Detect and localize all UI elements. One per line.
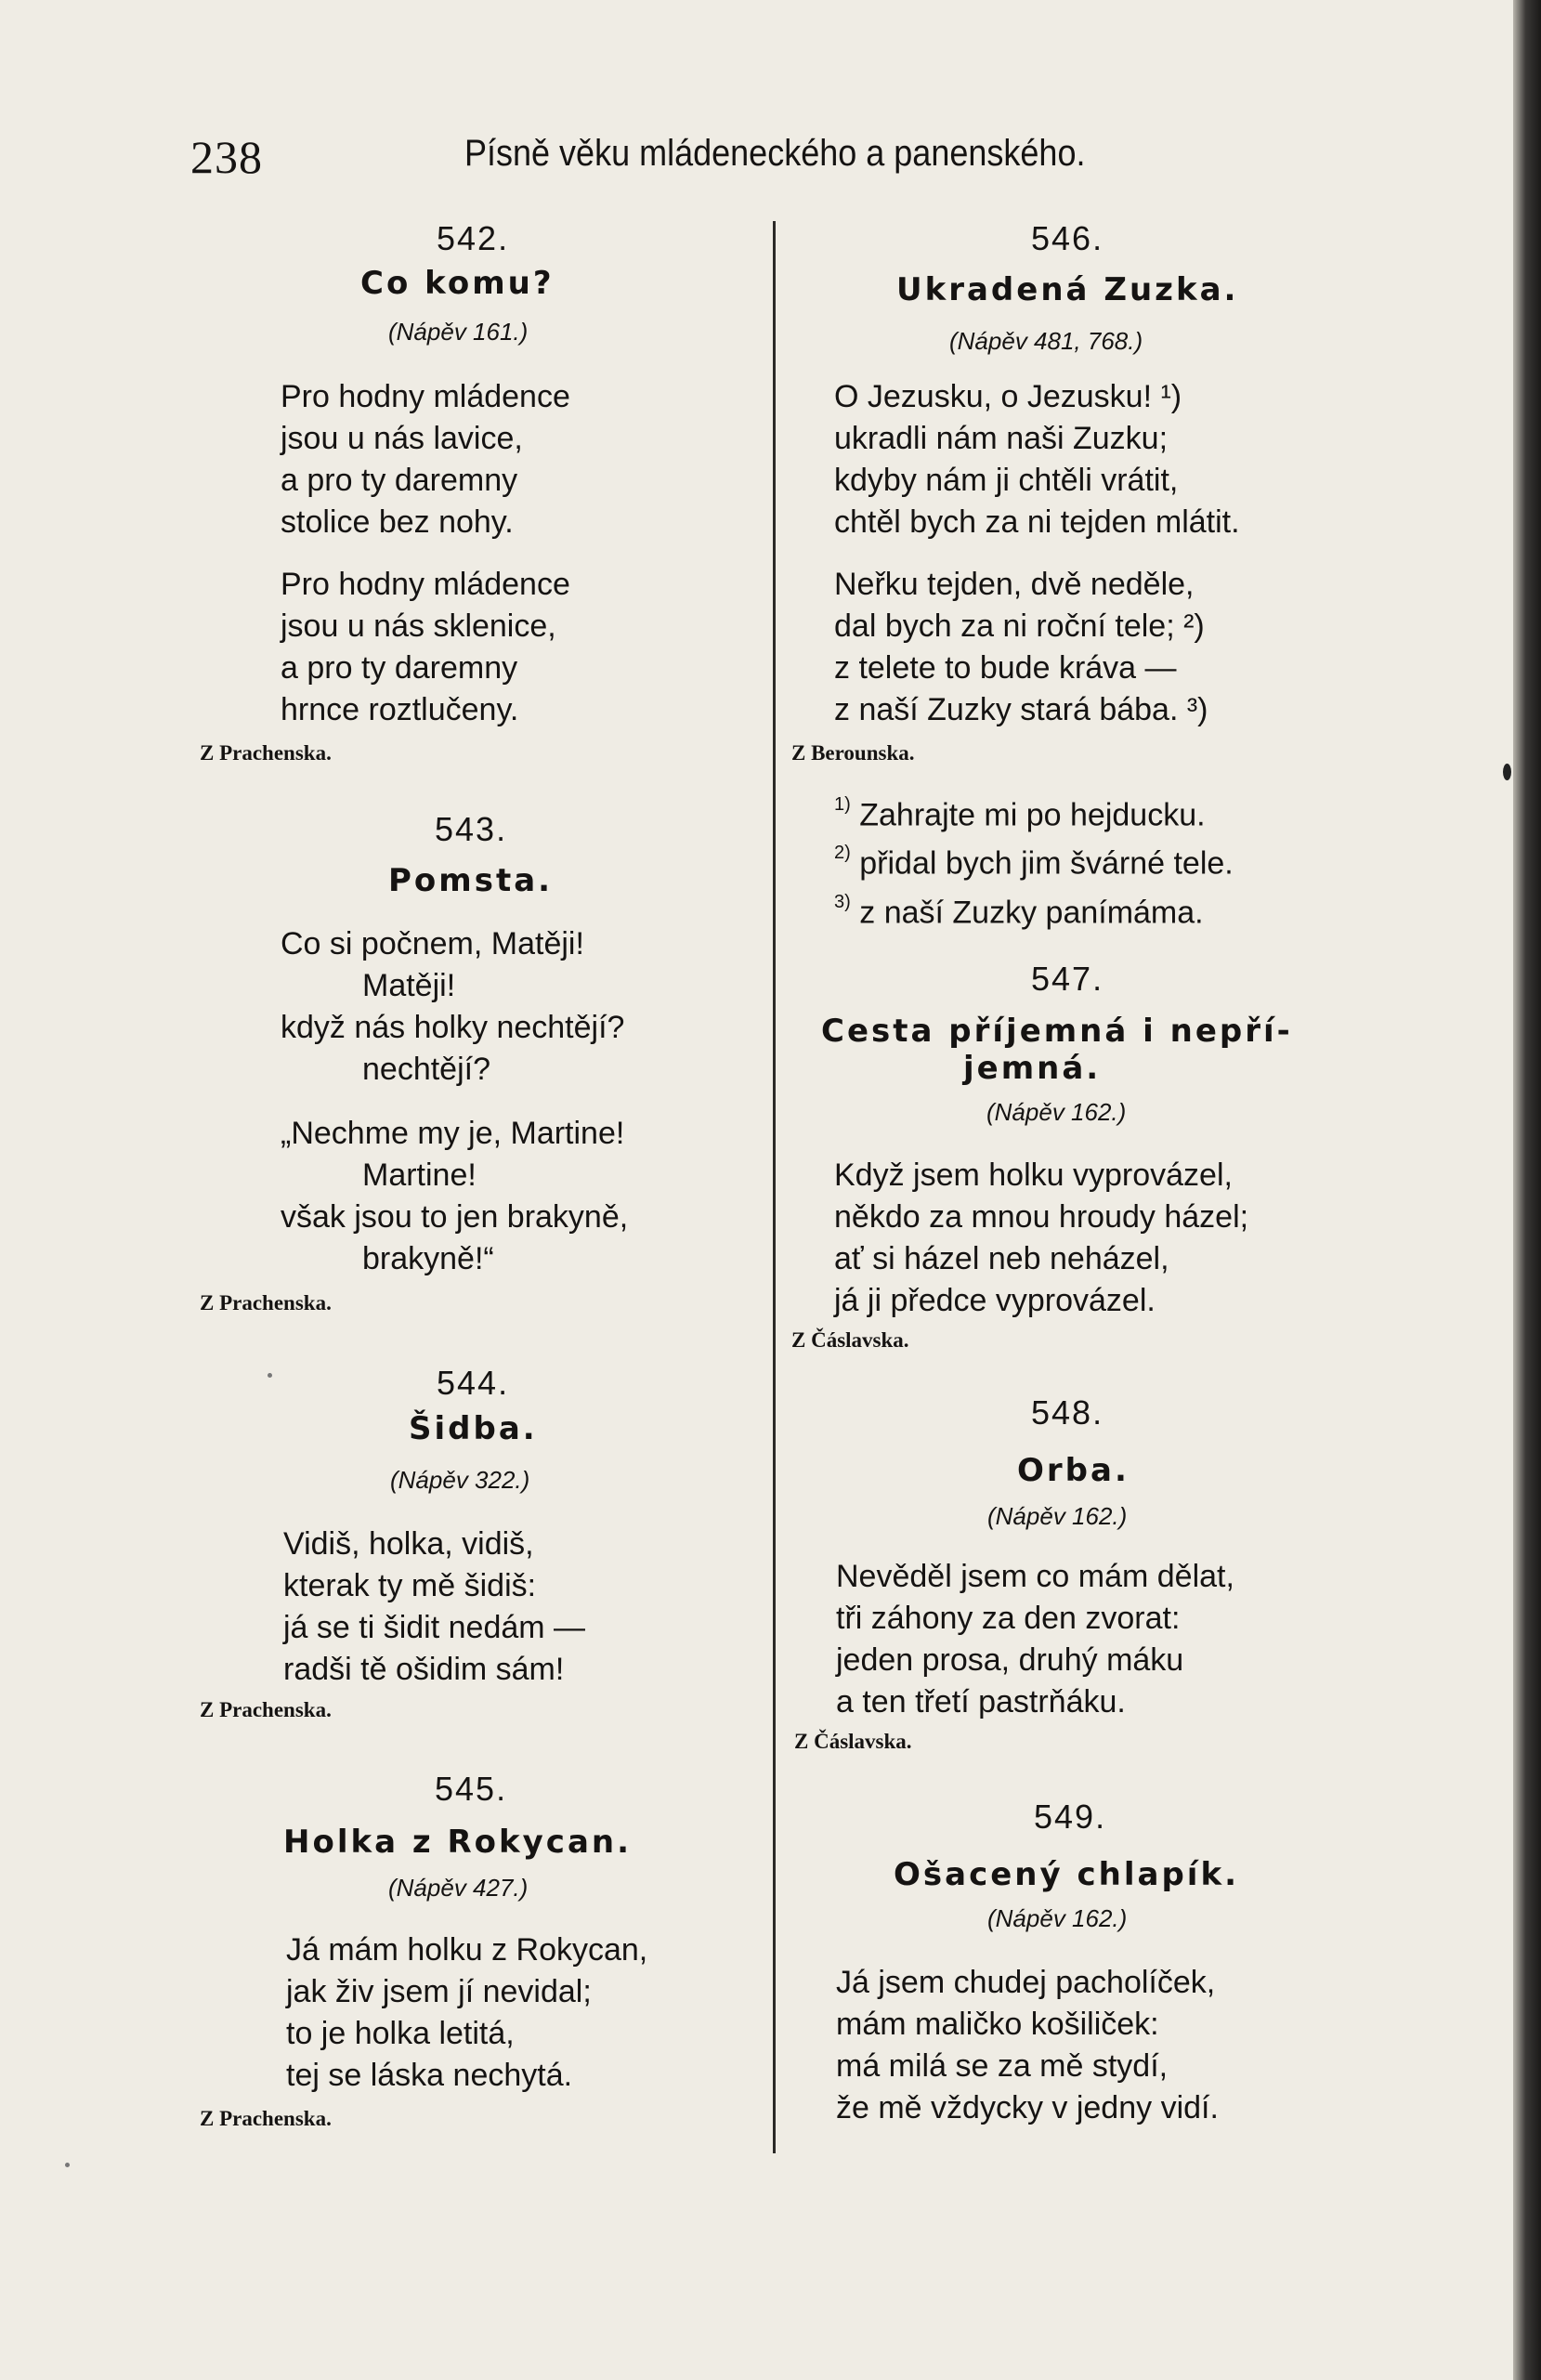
footnotes <box>834 788 1234 934</box>
song-title: Co komu? <box>360 265 555 302</box>
song-title: Orba. <box>1017 1452 1130 1489</box>
verse-line: má milá se za mě stydí, <box>836 2048 1169 2084</box>
tune-reference: (Nápěv 162.) <box>987 1502 1128 1530</box>
song-origin: Z Čáslavska. <box>791 1328 909 1352</box>
song-origin: Z Prachenska. <box>200 2107 332 2130</box>
footnote-text: z naší Zuzky panímáma. <box>859 894 1204 930</box>
ink-speck <box>268 1373 272 1378</box>
song-title-line: jemná. <box>963 1050 1102 1087</box>
verse <box>283 1523 585 1691</box>
verse-line: dal bych za ni roční tele; ²) <box>834 608 1205 644</box>
song-origin: Z Berounska. <box>791 741 915 765</box>
song-number: 549. <box>1034 1798 1107 1836</box>
verse-line: ať si házel neb neházel, <box>834 1241 1169 1276</box>
verse <box>834 376 1240 543</box>
verse-line: brakyně!“ <box>362 1241 494 1276</box>
footnote-mark: 3) <box>834 891 851 912</box>
song-title: Holka z Rokycan. <box>283 1824 633 1861</box>
verse-line: Vidiš, holka, vidiš, <box>283 1526 534 1562</box>
verse-line: Co si počnem, Matěji! <box>281 926 584 961</box>
verse <box>281 923 624 1091</box>
verse-line: Nevěděl jsem co mám dělat, <box>836 1559 1234 1594</box>
verse-line: jsou u nás sklenice, <box>281 608 556 644</box>
page-edge-shadow <box>1513 0 1541 2380</box>
song-title: Ošacený chlapík. <box>894 1856 1239 1893</box>
verse-line: radši tě ošidim sám! <box>283 1652 565 1687</box>
verse-line: kterak ty mě šidiš: <box>283 1568 537 1603</box>
verse-line: ukradli nám naši Zuzku; <box>834 421 1169 456</box>
song-number: 548. <box>1031 1393 1104 1432</box>
song-number: 546. <box>1031 219 1104 257</box>
tune-reference: (Nápěv 427.) <box>388 1874 529 1902</box>
verse-line: a ten třetí pastrňáku. <box>836 1684 1126 1720</box>
tune-reference: (Nápěv 322.) <box>390 1466 530 1494</box>
verse <box>281 376 570 543</box>
verse-line: když nás holky nechtějí? <box>281 1010 625 1045</box>
song-title-line: Cesta příjemná i nepří- <box>821 1013 1293 1050</box>
verse-line: tej se láska nechytá. <box>286 2058 573 2093</box>
running-title: Písně věku mládeneckého a panenského. <box>464 133 1086 174</box>
verse-line: z naší Zuzky stará bába. ³) <box>834 692 1208 727</box>
verse-line: Neřku tejden, dvě neděle, <box>834 567 1195 602</box>
verse-line: stolice bez nohy. <box>281 504 514 540</box>
verse-line: však jsou to jen brakyně, <box>281 1199 629 1235</box>
page-number: 238 <box>190 131 263 183</box>
verse-line: mám maličko košiliček: <box>836 2007 1159 2042</box>
verse <box>281 1113 628 1280</box>
song-number: 542. <box>437 219 510 257</box>
verse <box>286 1929 647 2097</box>
tune-reference: (Nápěv 162.) <box>986 1098 1127 1126</box>
verse-line: jsou u nás lavice, <box>281 421 523 456</box>
verse-line: O Jezusku, o Jezusku! ¹) <box>834 379 1182 414</box>
song-origin: Z Prachenska. <box>200 1698 332 1721</box>
song-number: 547. <box>1031 960 1104 998</box>
verse-line: někdo za mnou hroudy házel; <box>834 1199 1249 1235</box>
verse-line: jak živ jsem jí nevidal; <box>286 1974 592 2009</box>
verse-line: Pro hodny mládence <box>281 379 570 414</box>
footnote-mark: 2) <box>834 843 851 864</box>
verse-line: nechtějí? <box>362 1052 490 1087</box>
footnote <box>834 788 1234 836</box>
tune-reference: (Nápěv 161.) <box>388 318 529 346</box>
verse <box>834 564 1208 731</box>
ink-speck <box>1503 764 1511 780</box>
song-number: 543. <box>435 810 508 848</box>
verse-line: Martine! <box>362 1157 477 1193</box>
ink-speck <box>65 2163 70 2167</box>
verse-line: hrnce roztlučeny. <box>281 692 519 727</box>
verse-line: to je holka letitá, <box>286 2016 515 2051</box>
verse <box>836 1556 1234 1723</box>
verse-line: chtěl bych za ni tejden mlátit. <box>834 504 1240 540</box>
verse-line: Já jsem chudej pacholíček, <box>836 1965 1216 2000</box>
verse-line: Když jsem holku vyprovázel, <box>834 1157 1233 1193</box>
verse-line: kdyby nám ji chtěli vrátit, <box>834 463 1179 498</box>
verse-line: Matěji! <box>362 968 456 1003</box>
song-title: Pomsta. <box>388 862 554 899</box>
verse <box>836 1962 1219 2129</box>
verse-line: z telete to bude kráva — <box>834 650 1177 686</box>
verse-line: Pro hodny mládence <box>281 567 570 602</box>
verse-line: já se ti šidit nedám — <box>283 1610 586 1645</box>
column-divider <box>773 221 776 2153</box>
verse-line: „Nechme my je, Martine! <box>281 1116 625 1151</box>
verse <box>834 1155 1248 1322</box>
verse-line: a pro ty daremny <box>281 463 518 498</box>
tune-reference: (Nápěv 162.) <box>987 1904 1128 1932</box>
footnote <box>834 885 1234 934</box>
song-number: 544. <box>437 1364 510 1402</box>
song-title: Ukradená Zuzka. <box>896 271 1239 308</box>
verse-line: já ji předce vyprovázel. <box>834 1283 1156 1318</box>
footnote <box>834 836 1234 884</box>
footnote-mark: 1) <box>834 794 851 815</box>
song-origin: Z Čáslavska. <box>794 1730 912 1753</box>
verse-line: tři záhony za den zvorat: <box>836 1601 1181 1636</box>
footnote-text: Zahrajte mi po hejducku. <box>859 797 1206 833</box>
song-origin: Z Prachenska. <box>200 1291 332 1314</box>
verse <box>281 564 570 731</box>
song-title: Šidba. <box>409 1410 538 1447</box>
song-number: 545. <box>435 1770 508 1808</box>
verse-line: že mě vždycky v jedny vidí. <box>836 2090 1219 2125</box>
verse-line: jeden prosa, druhý máku <box>836 1642 1184 1678</box>
tune-reference: (Nápěv 481, 768.) <box>949 327 1143 355</box>
page-header <box>0 119 1541 183</box>
verse-line: Já mám holku z Rokycan, <box>286 1932 648 1968</box>
song-origin: Z Prachenska. <box>200 741 332 765</box>
footnote-text: přidal bych jim švárné tele. <box>859 845 1234 882</box>
verse-line: a pro ty daremny <box>281 650 518 686</box>
